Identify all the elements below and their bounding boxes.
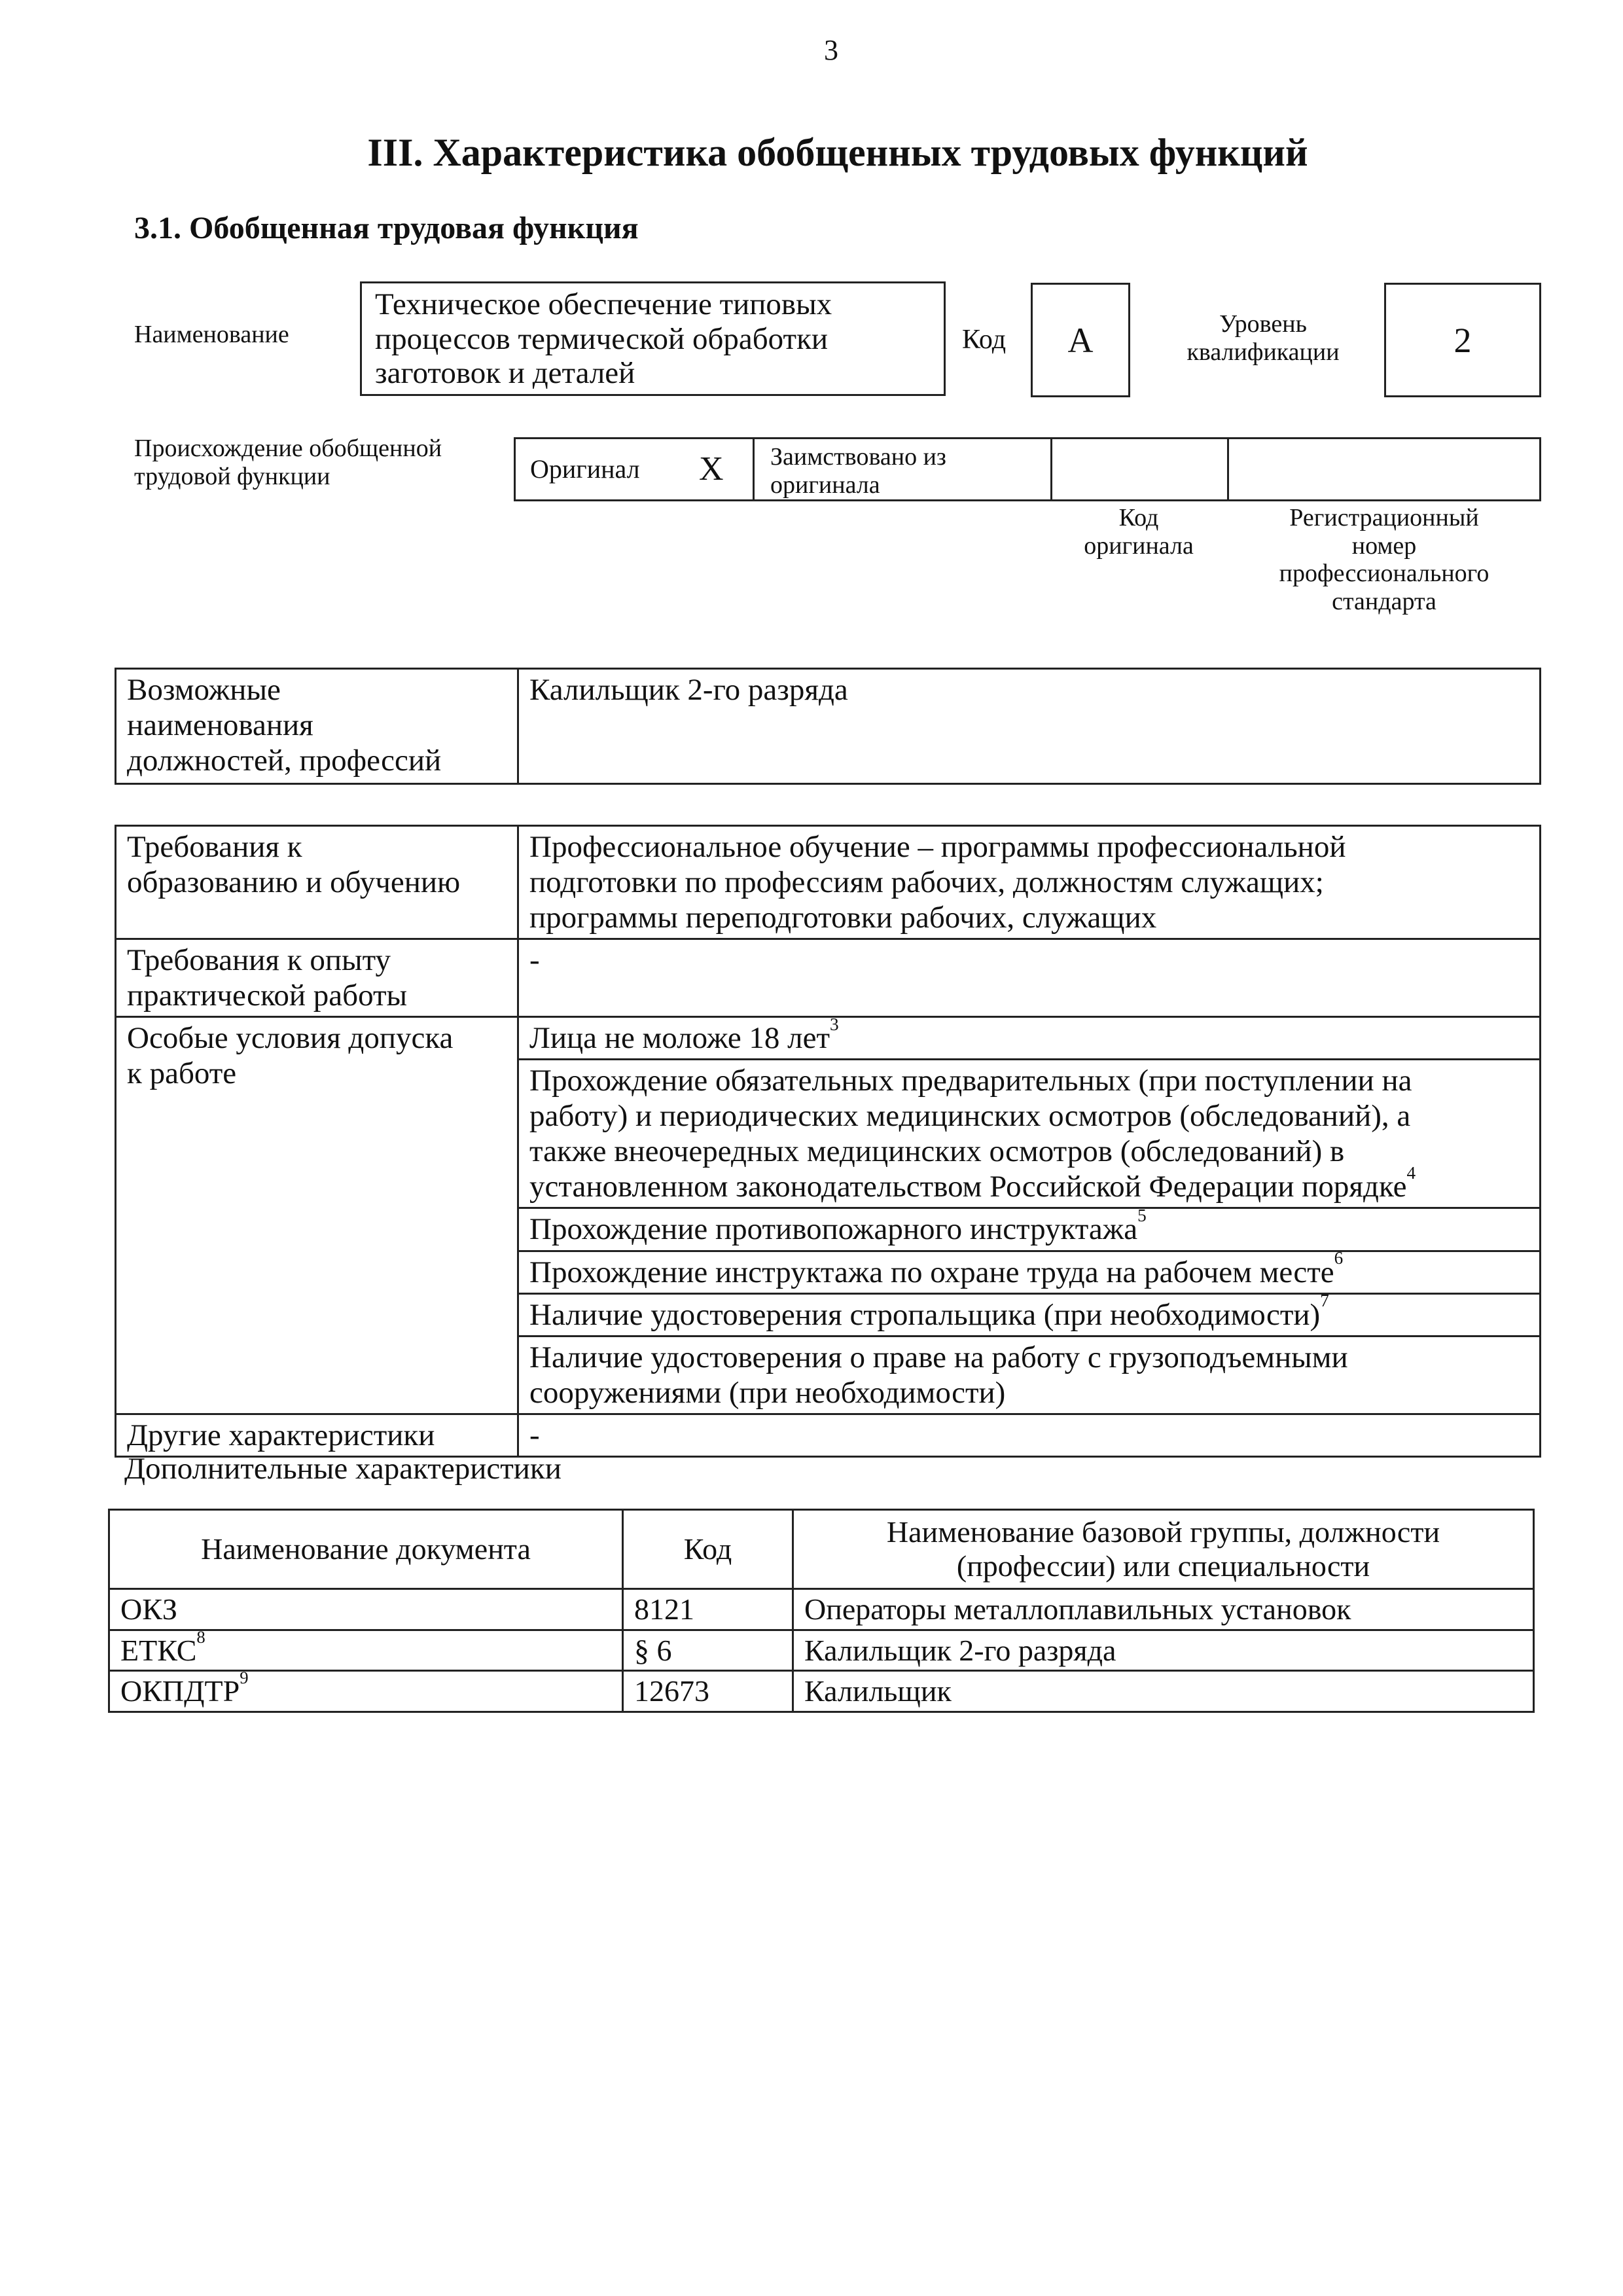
footnote-ref: 5 xyxy=(1137,1205,1147,1225)
value-line: Профессиональное обучение – программы профессиональной xyxy=(529,830,1346,864)
level-value-box xyxy=(1384,283,1541,397)
table-row xyxy=(116,669,1541,784)
caption-line: профессионального xyxy=(1279,560,1489,588)
name-cell: Калильщик 2-го разряда xyxy=(793,1630,1534,1671)
subsection-title: 3.1. Обобщенная трудовая функция xyxy=(134,211,639,245)
level-label-line: Уровень xyxy=(1219,310,1307,338)
function-name-box xyxy=(360,281,946,396)
document-cell xyxy=(109,1668,623,1712)
education-label xyxy=(116,826,518,939)
function-name-line: процессов термической обработки xyxy=(375,321,829,356)
original-cell xyxy=(516,439,755,499)
label-line: должностей, профессий xyxy=(127,744,442,778)
label-line: образованию и обучению xyxy=(127,865,461,900)
value-line: программы переподготовки рабочих, служащих xyxy=(529,901,1157,935)
table-row xyxy=(116,1017,1541,1060)
original-code-cell xyxy=(1052,439,1229,499)
level-value: 2 xyxy=(1454,320,1472,360)
function-name-line: Техническое обеспечение типовых xyxy=(375,287,832,321)
code-cell: § 6 xyxy=(623,1630,793,1671)
document-name: ОКЗ xyxy=(120,1592,177,1626)
condition-item xyxy=(518,1205,1541,1251)
positions-label xyxy=(116,669,518,784)
label-line: к работе xyxy=(127,1056,237,1091)
condition-text: Прохождение противопожарного инструктажа xyxy=(529,1212,1138,1247)
footnote-ref: 8 xyxy=(196,1626,205,1647)
caption-line: оригинала xyxy=(1084,531,1194,560)
condition-line: также внеочередных медицинских осмотров (обследований) в xyxy=(529,1134,1345,1169)
table-row xyxy=(116,1414,1541,1456)
registration-caption xyxy=(1227,504,1541,615)
caption-line: Код xyxy=(1118,504,1159,531)
additional-title: Дополнительные характеристики xyxy=(124,1452,562,1486)
original-label: Оригинал xyxy=(530,454,640,484)
condition-item xyxy=(518,1336,1541,1414)
code-cell: 8121 xyxy=(623,1589,793,1630)
document-cell xyxy=(109,1589,623,1630)
value-line: подготовки по профессиям рабочих, должностям служащих; xyxy=(529,865,1324,900)
footnote-ref: 6 xyxy=(1334,1247,1344,1268)
condition-item xyxy=(518,1014,1541,1060)
code-value-box xyxy=(1031,283,1130,397)
header-line: (профессии) или специальности xyxy=(956,1549,1370,1583)
education-value xyxy=(518,826,1541,939)
label-line: Требования к xyxy=(127,830,302,864)
condition-item xyxy=(518,1060,1541,1208)
col-header-name xyxy=(793,1510,1534,1589)
requirements-table xyxy=(115,825,1541,1458)
other-value: - xyxy=(518,1414,1541,1456)
origin-label xyxy=(134,435,442,490)
label-line: наименования xyxy=(127,708,313,743)
condition-item xyxy=(518,1293,1541,1336)
condition-text: Лица не моложе 18 лет xyxy=(529,1021,830,1056)
experience-label xyxy=(116,939,518,1017)
col-header-code: Код xyxy=(623,1510,793,1589)
section-title: III. Характеристика обобщенных трудовых функций xyxy=(367,131,1308,174)
additional-table xyxy=(108,1509,1535,1713)
page-number: 3 xyxy=(824,34,838,66)
name-cell: Операторы металлоплавильных установок xyxy=(793,1589,1534,1630)
label-line: Возможные xyxy=(127,673,281,707)
document-name: ОКПДТР xyxy=(120,1674,240,1708)
conditions-label xyxy=(116,1017,518,1414)
positions-value: Калильщик 2-го разряда xyxy=(518,669,1541,784)
label-line: Требования к опыту xyxy=(127,943,391,978)
condition-line xyxy=(529,1162,1529,1204)
footnote-ref: 7 xyxy=(1320,1291,1329,1311)
document-cell xyxy=(109,1626,623,1671)
code-cell: 12673 xyxy=(623,1671,793,1712)
name-cell: Калильщик xyxy=(793,1671,1534,1712)
other-label: Другие характеристики xyxy=(116,1414,518,1456)
origin-label-line: Происхождение обобщенной xyxy=(134,435,442,462)
condition-line: сооружениями (при необходимости) xyxy=(529,1375,1006,1410)
table-row xyxy=(109,1671,1534,1712)
original-code-caption xyxy=(1050,504,1227,560)
experience-value: - xyxy=(518,939,1541,1017)
condition-line: Наличие удостоверения о праве на работу с грузоподъемными xyxy=(529,1340,1348,1374)
footnote-ref: 4 xyxy=(1406,1162,1416,1183)
origin-label-line: трудовой функции xyxy=(134,462,330,490)
table-row xyxy=(116,939,1541,1017)
borrowed-line: Заимствовано из xyxy=(770,443,946,471)
condition-line: Прохождение обязательных предварительных (при поступлении на xyxy=(529,1064,1412,1098)
positions-table xyxy=(115,668,1541,785)
header-line: Наименование базовой группы, должности xyxy=(886,1515,1440,1549)
footnote-ref: 9 xyxy=(240,1668,249,1688)
code-value: A xyxy=(1067,320,1094,360)
table-row xyxy=(116,826,1541,939)
registration-number-cell xyxy=(1229,439,1539,499)
code-label: Код xyxy=(962,325,1007,355)
function-name-line: заготовок и деталей xyxy=(375,356,635,391)
borrowed-line: оригинала xyxy=(770,471,880,499)
label-line: Особые условия допуска xyxy=(127,1021,454,1056)
col-header-document: Наименование документа xyxy=(109,1510,623,1589)
condition-text: Прохождение инструктажа по охране труда на рабочем месте xyxy=(529,1255,1334,1289)
borrowed-cell xyxy=(755,439,1052,499)
level-label xyxy=(1165,310,1361,366)
table-header-row xyxy=(109,1510,1534,1589)
caption-line: стандарта xyxy=(1332,587,1436,615)
table-row xyxy=(109,1589,1534,1630)
document-name: ЕТКС xyxy=(120,1633,197,1667)
caption-line: номер xyxy=(1351,531,1417,560)
condition-text: установленном законодательством Российской Федерации порядке xyxy=(529,1170,1407,1204)
condition-line: работу) и периодических медицинских осмотров (обследований), а xyxy=(529,1099,1411,1134)
name-label: Наименование xyxy=(134,321,289,348)
origin-row-box xyxy=(514,437,1541,501)
footnote-ref: 3 xyxy=(830,1014,839,1034)
table-row xyxy=(109,1630,1534,1671)
caption-line: Регистрационный xyxy=(1289,504,1479,531)
label-line: практической работы xyxy=(127,978,408,1013)
condition-item xyxy=(518,1247,1541,1293)
condition-text: Наличие удостоверения стропальщика (при необходимости) xyxy=(529,1297,1321,1332)
level-label-line: квалификации xyxy=(1186,338,1340,366)
original-mark: X xyxy=(699,450,724,488)
